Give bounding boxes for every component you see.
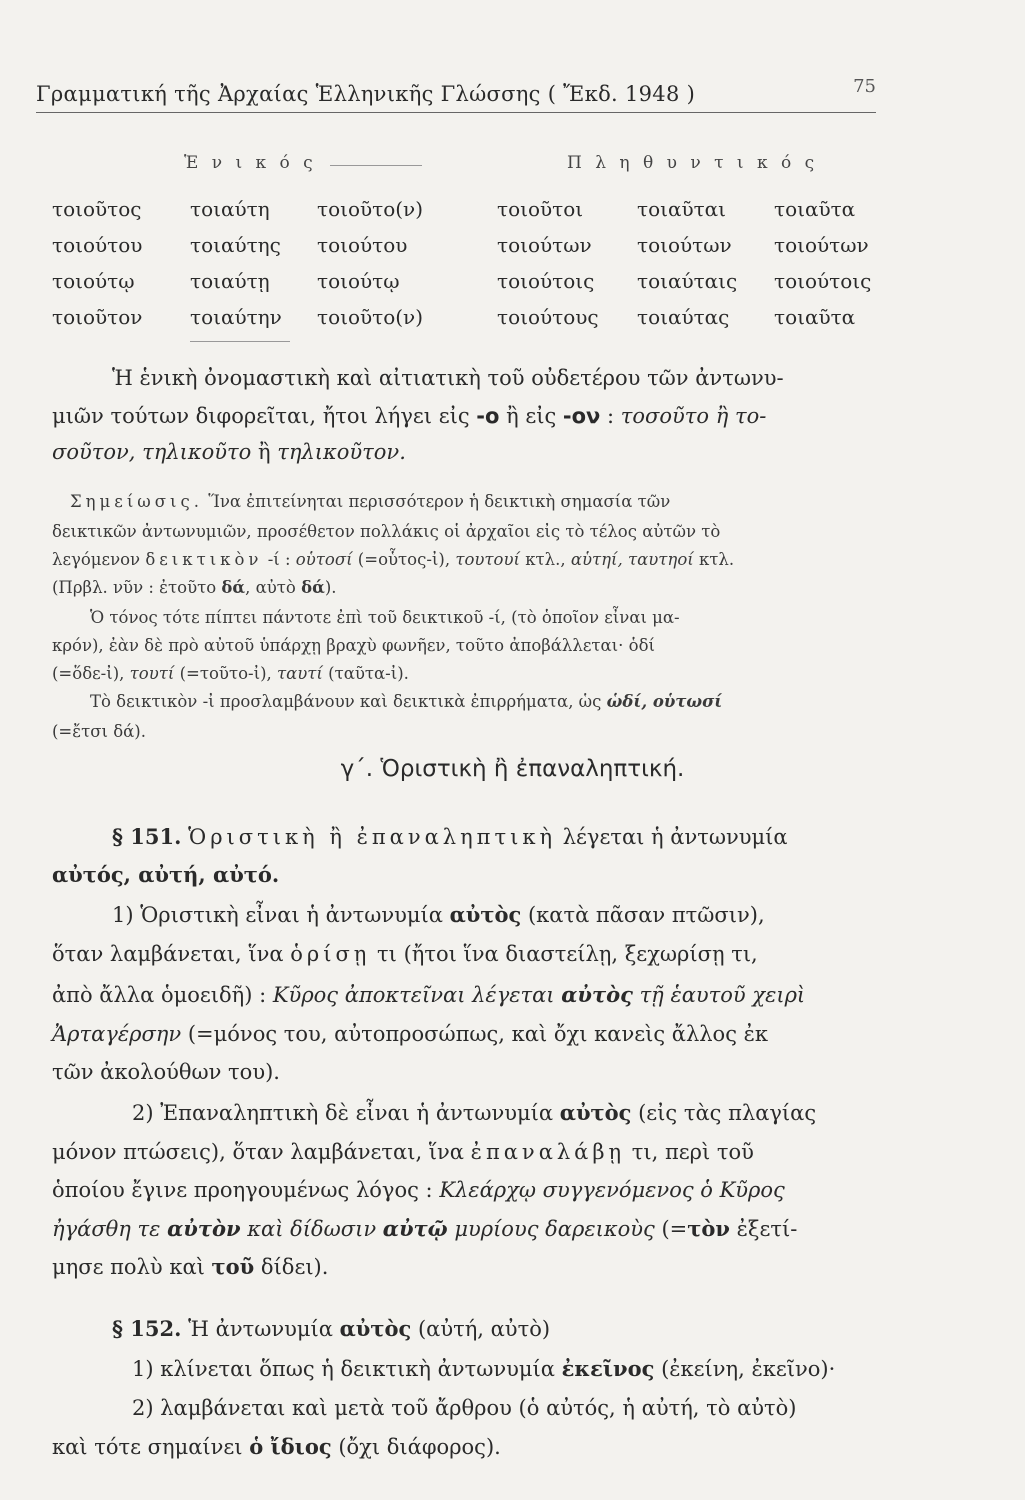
table-cell: τοιοῦτος: [52, 197, 142, 221]
table-cell: τοιοῦτο(ν): [317, 197, 424, 221]
table-cell: τοιαῦται: [637, 197, 727, 221]
table-cell: τοιούτων: [497, 233, 592, 257]
table-cell: τοιαῦτα: [774, 305, 856, 329]
table-cell: τοιαῦτα: [774, 197, 856, 221]
singular-heading: Ἑ ν ι κ ό ς: [184, 153, 317, 173]
paragraph-line: Ἀρταγέρσην (=μόνος του, αὐτοπροσώπως, καὶ ὄχι κανεὶς ἄλλος ἐκ: [52, 1022, 769, 1046]
paragraph-line: 1) Ὁριστικὴ εἶναι ἡ ἀντωνυμία αὐτὸς (κατὰ πᾶσαν πτῶσιν),: [112, 902, 765, 927]
remark-line: (=ὅδε-ἰ), τουτί (=τοῦτο-ἰ), ταυτί (ταῦτα-ἰ).: [52, 664, 409, 683]
remark-label: Σημείωσις.: [70, 492, 203, 511]
remark-line: κρόν), ἐὰν δὲ πρὸ αὐτοῦ ὑπάρχῃ βραχὺ φωνῆεν, τοῦτο ἀποβάλλεται· ὁδί: [52, 636, 655, 655]
table-cell: τοιαύτης: [190, 233, 281, 257]
table-cell: τοιούτῳ: [52, 269, 135, 293]
note-line: σοῦτον, τηλικοῦτο ἢ τηλικοῦτον.: [52, 440, 406, 464]
table-cell: τοιούτων: [637, 233, 732, 257]
page-number: 75: [853, 76, 876, 97]
table-cell: τοιούτους: [497, 305, 599, 329]
section-number: § 151.: [112, 824, 182, 849]
table-cell: τοιαύτην: [190, 305, 282, 329]
table-cell: τοιούτῳ: [317, 269, 400, 293]
page-header: [36, 76, 876, 116]
plural-heading: Π λ η θ υ ν τ ι κ ό ς: [567, 153, 819, 173]
remark-line: Ὁ τόνος τότε πίπτει πάντοτε ἐπὶ τοῦ δεικτικοῦ -ί, (τὸ ὁποῖον εἶναι μα-: [90, 608, 680, 627]
header-rule: [36, 112, 876, 113]
table-cell: τοιούτοις: [774, 269, 872, 293]
table-cell: τοιοῦτο(ν): [317, 305, 424, 329]
table-cell: τοιούτοις: [497, 269, 595, 293]
paragraph-line: 2) λαμβάνεται καὶ μετὰ τοῦ ἄρθρου (ὁ αὐτός, ἡ αὐτή, τὸ αὐτὸ): [132, 1396, 797, 1420]
paragraph-line: καὶ τότε σημαίνει ὁ ἴδιος (ὄχι διάφορος).: [52, 1434, 501, 1459]
remark-line: (=ἔτσι δά).: [52, 722, 146, 741]
paragraph-line: 2) Ἐπαναληπτικὴ δὲ εἶναι ἡ ἀντωνυμία αὐτὸς (εἰς τὰς πλαγίας: [132, 1100, 817, 1125]
paragraph-line: τῶν ἀκολούθων του).: [52, 1060, 280, 1084]
paragraph-line: § 152. Ἡ ἀντωνυμία αὐτὸς (αὐτή, αὐτὸ): [112, 1316, 551, 1341]
table-cell: τοιούτου: [317, 233, 408, 257]
paragraph-line: αὐτός, αὐτή, αὐτό.: [52, 862, 280, 887]
table-cell: τοιαύταις: [637, 269, 738, 293]
heading-dash: [330, 165, 422, 166]
note-line: Ἡ ἑνικὴ ὀνομαστικὴ καὶ αἰτιατικὴ τοῦ οὐδετέρου τῶν ἀντωνυ-: [112, 366, 784, 390]
remark-line: Σημείωσις. Ἵνα ἐπιτείνηται περισσότερον ἡ δεικτικὴ σημασία τῶν: [70, 492, 671, 511]
paragraph-line: ὅταν λαμβάνεται, ἵνα ὁρίσῃ τι (ἤτοι ἵνα διαστείλῃ, ξεχωρίσῃ τι,: [52, 942, 758, 966]
table-dash: [190, 341, 290, 342]
running-title: Γραμματική τῆς Ἀρχαίας Ἑλληνικῆς Γλώσσης ( Ἔκδ. 1948 ): [36, 82, 696, 106]
remark-line: δεικτικῶν ἀντωνυμιῶν, προσέθετον πολλάκις οἱ ἀρχαῖοι εἰς τὸ τέλος αὐτῶν τὸ: [52, 522, 721, 541]
paragraph-line: μησε πολὺ καὶ τοῦ δίδει).: [52, 1254, 329, 1279]
section-heading: γ΄. Ὁριστικὴ ἢ ἐπαναληπτική.: [340, 756, 685, 782]
section-number: § 152.: [112, 1316, 182, 1341]
paragraph-line: μόνον πτώσεις), ὅταν λαμβάνεται, ἵνα ἐπαναλάβῃ τι, περὶ τοῦ: [52, 1140, 754, 1164]
note-line: μιῶν τούτων διφορεῖται, ἤτοι λήγει εἰς -ο ἢ εἰς -ον : τοσοῦτο ἢ το-: [52, 404, 767, 428]
declension-table: [52, 145, 882, 355]
table-cell: τοιοῦτον: [52, 305, 143, 329]
table-cell: τοιαύτη: [190, 197, 270, 221]
paragraph-line: 1) κλίνεται ὅπως ἡ δεικτικὴ ἀντωνυμία ἐκεῖνος (ἐκείνη, ἐκεῖνο)·: [132, 1356, 836, 1381]
paragraph-line: ὁποίου ἔγινε προηγουμένως λόγος : Κλεάρχῳ συγγενόμενος ὁ Κῦρος: [52, 1178, 785, 1202]
remark-line: (Πρβλ. νῦν : ἐτοῦτο δά, αὐτὸ δά).: [52, 578, 337, 597]
remark-line: λεγόμενον δεικτικὸν -ί : οὑτοσί (=οὗτος-ἰ), τουτουί κτλ., αὑτηί, ταυτηοί κτλ.: [52, 550, 735, 569]
table-cell: τοιαύτας: [637, 305, 730, 329]
paragraph-line: § 151. Ὁριστικὴ ἢ ἐπαναληπτικὴ λέγεται ἡ ἀντωνυμία: [112, 824, 788, 849]
table-cell: τοιαύτῃ: [190, 269, 270, 293]
table-cell: τοιούτων: [774, 233, 869, 257]
paragraph-line: ἀπὸ ἄλλα ὁμοειδῆ) : Κῦρος ἀποκτεῖναι λέγεται αὐτὸς τῇ ἑαυτοῦ χειρὶ: [52, 982, 806, 1007]
remark-line: Τὸ δεικτικὸν -ἰ προσλαμβάνουν καὶ δεικτικὰ ἐπιρρήματα, ὡς ὡδί, οὑτωσί: [90, 692, 723, 711]
paragraph-line: ἠγάσθη τε αὐτὸν καὶ δίδωσιν αὐτῷ μυρίους δαρεικοὺς (=τὸν ἐξετί-: [52, 1216, 798, 1241]
table-cell: τοιούτου: [52, 233, 143, 257]
table-cell: τοιοῦτοι: [497, 197, 584, 221]
